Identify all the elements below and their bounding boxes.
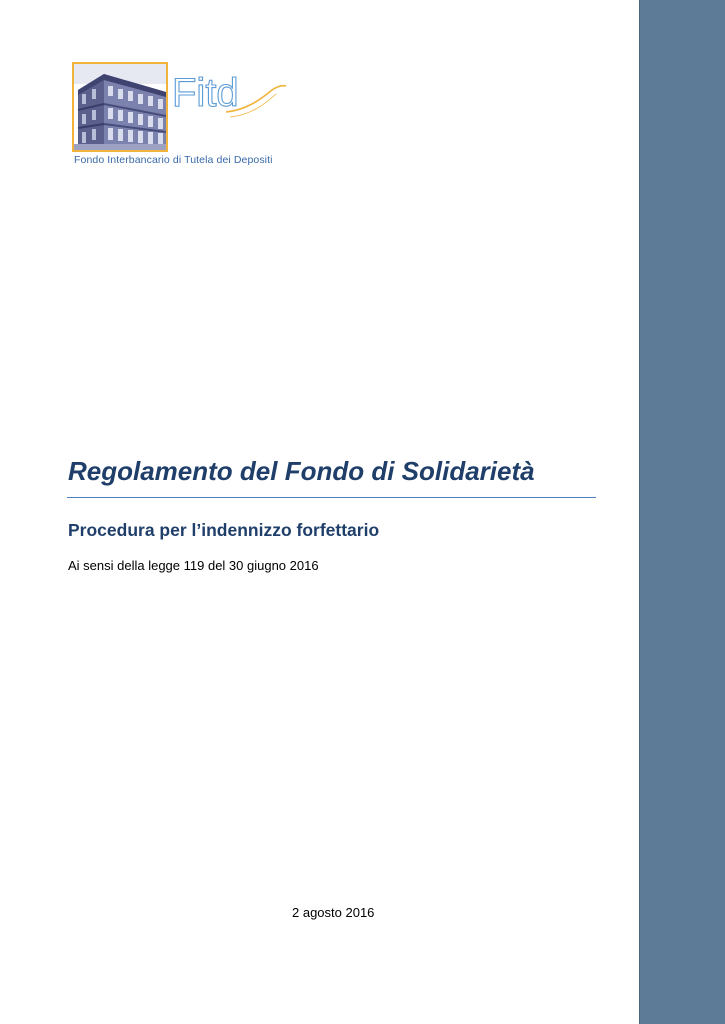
fitd-wordmark-text: Fitd [172,71,239,115]
title-underline [67,497,596,498]
decorative-side-bar [639,0,725,1024]
fitd-logo [72,60,287,172]
document-subtitle: Procedura per l’indennizzo forfettario [68,520,380,540]
fitd-wordmark [168,60,288,130]
document-date: 2 agosto 2016 [292,905,375,920]
legal-reference: Ai sensi della legge 119 del 30 giugno 2016 [68,558,319,573]
logo-caption: Fondo Interbancario di Tutela dei Depositi [74,154,273,166]
document-title: Regolamento del Fondo di Solidarietà [68,456,535,486]
building-icon [72,62,168,152]
